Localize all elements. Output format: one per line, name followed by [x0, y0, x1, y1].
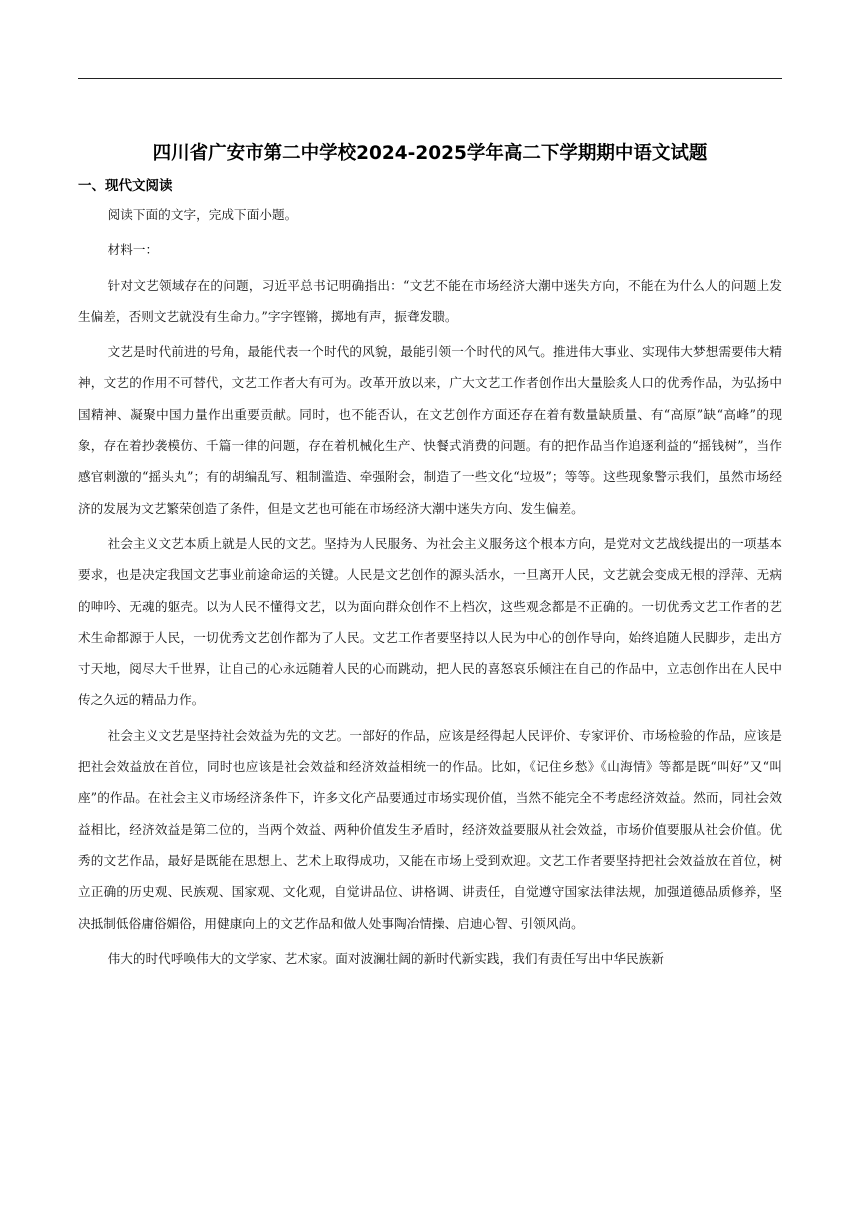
body-paragraph: 文艺是时代前进的号角，最能代表一个时代的风貌，最能引领一个时代的风气。推进伟大事业、实现伟大梦想需要伟大精神，文艺的作用不可替代，文艺工作者大有可为。改革开放以来，广大文艺工作者创作出大量脍炙人口的优秀作品，为弘扬中国精神、凝聚中国力量作出重要贡献。同时，也不能否认，在文艺创作方面还存在着有数量缺质量、有“高原”缺“高峰”的现象，存在着抄袭模仿、千篇一律的问题，存在着机械化生产、快餐式消费的问题。有的把作品当作追逐利益的“摇钱树”，当作感官刺激的“摇头丸”；有的胡编乱写、粗制滥造、牵强附会，制造了一些文化“垃圾”；等等。这些现象警示我们，虽然市场经济的发展为文艺繁荣创造了条件，但是文艺也可能在市场经济大潮中迷失方向、发生偏差。	[78, 344, 782, 516]
document-body	[78, 135, 782, 978]
body-paragraph: 伟大的时代呼唤伟大的文学家、艺术家。面对波澜壮阔的新时代新实践，我们有责任写出中华民族新	[107, 950, 664, 966]
body-paragraph: 针对文艺领域存在的问题，习近平总书记明确指出：“文艺不能在市场经济大潮中迷失方向，不能在为什么人的问题上发生偏差，否则文艺就没有生命力。”字字铿锵，掷地有声，振聋发聩。	[78, 277, 782, 324]
header-rule	[78, 78, 782, 79]
section-heading: 一、现代文阅读	[78, 178, 173, 194]
instruction-paragraph: 阅读下面的文字，完成下面小题。	[107, 207, 298, 222]
document-title: 四川省广安市第二中学校2024-2025学年高二下学期期中语文试题	[152, 143, 708, 164]
body-paragraph: 社会主义文艺本质上就是人民的文艺。坚持为人民服务、为社会主义服务这个根本方向，是党对文艺战线提出的一项基本要求，也是决定我国文艺事业前途命运的关键。人民是文艺创作的源头活水，一旦离开人民，文艺就会变成无根的浮萍、无病的呻吟、无魂的躯壳。以为人民不懂得文艺，以为面向群众创作不上档次，这些观念都是不正确的。一切优秀文艺工作者的艺术生命都源于人民，一切优秀文艺创作都为了人民。文艺工作者要坚持以人民为中心的创作导向，始终追随人民脚步，走出方寸天地，阅尽大千世界，让自己的心永远随着人民的心而跳动，把人民的喜怒哀乐倾注在自己的作品中，立志创作出在人民中传之久远的精品力作。	[78, 535, 782, 708]
body-paragraph: 社会主义文艺是坚持社会效益为先的文艺。一部好的作品，应该是经得起人民评价、专家评价、市场检验的作品，应该是把社会效益放在首位，同时也应该是社会效益和经济效益相统一的作品。比如，《记住乡愁》《山海情》等都是既“叫好”又“叫座”的作品。在社会主义市场经济条件下，许多文化产品要通过市场实现价值，当然不能完全不考虑经济效益。然而，同社会效益相比，经济效益是第二位的，当两个效益、两种价值发生矛盾时，经济效益要服从社会效益，市场价值要服从社会价值。优秀的文艺作品，最好是既能在思想上、艺术上取得成功，又能在市场上受到欢迎。文艺工作者要坚持把社会效益放在首位，树立正确的历史观、民族观、国家观、文化观，自觉讲品位、讲格调、讲责任，自觉遵守国家法律法规，加强道德品质修养，坚决抵制低俗庸俗媚俗，用健康向上的文艺作品和做人处事陶冶情操、启迪心智、引领风尚。	[78, 727, 782, 931]
material-label: 材料一：	[107, 242, 159, 258]
